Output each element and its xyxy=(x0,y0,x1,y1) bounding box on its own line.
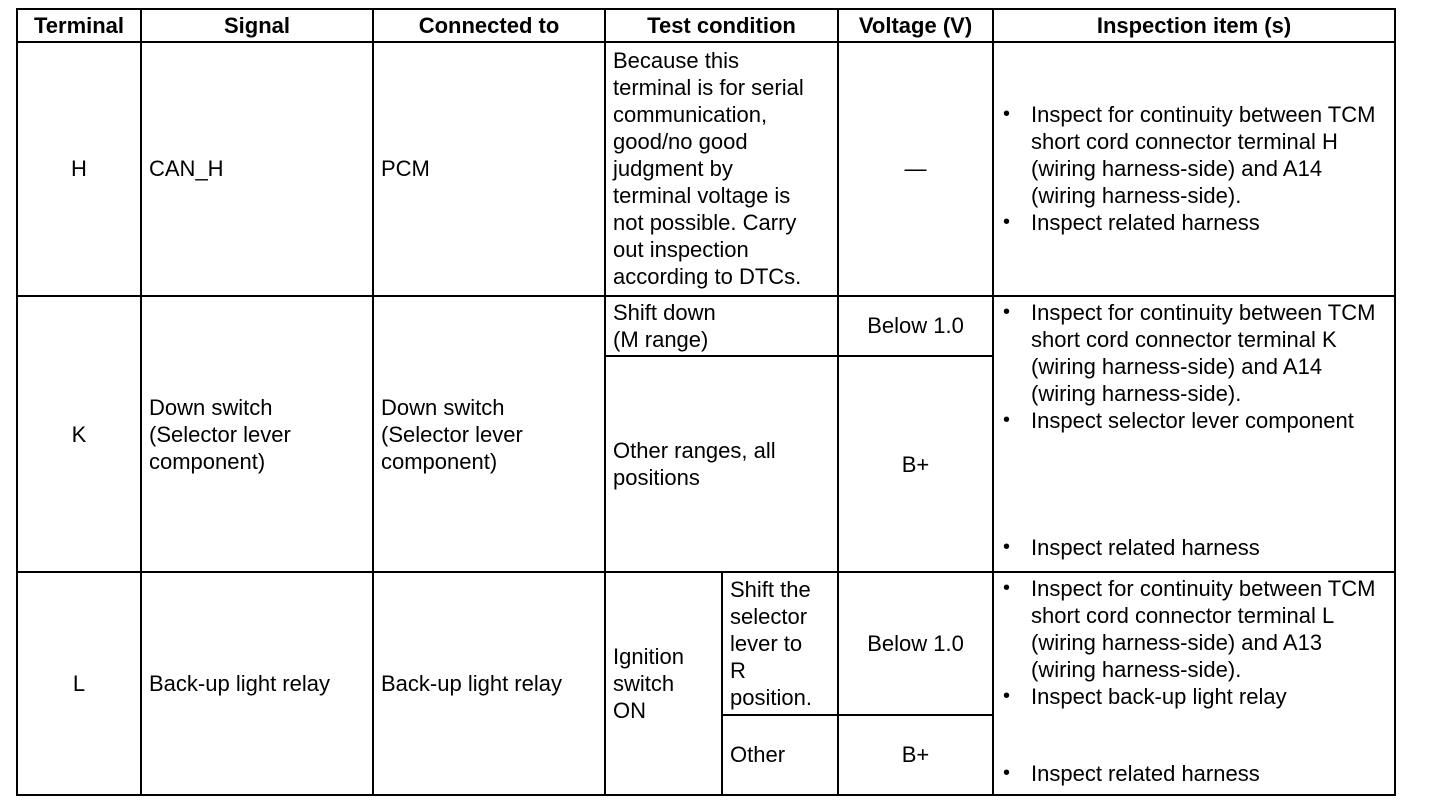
header-row xyxy=(17,9,1395,42)
inspection-item: • Inspect for continuity between TCM short cord connector terminal L (wiring harness-side) and A13 (wiring harness-side). xyxy=(1031,575,1387,683)
table-row xyxy=(17,572,1395,714)
signal-cell: Back-up light relay xyxy=(141,572,373,795)
test-condition-cell: Other xyxy=(722,715,838,795)
inspection-list xyxy=(1001,101,1387,236)
terminal-cell: L xyxy=(17,572,141,795)
table-row xyxy=(17,296,1395,356)
inspection-item: • Inspect for continuity between TCM short cord connector terminal H (wiring harness-side) and A14 (wiring harness-side). xyxy=(1031,101,1387,209)
header-signal: Signal xyxy=(141,9,373,42)
inspection-cell xyxy=(993,296,1395,573)
voltage-cell: Below 1.0 xyxy=(838,296,993,356)
test-condition-cell: Shift down (M range) xyxy=(605,296,838,356)
terminal-cell: K xyxy=(17,296,141,573)
inspection-item: • Inspect related harness xyxy=(1031,534,1387,561)
header-voltage: Voltage (V) xyxy=(838,9,993,42)
test-condition-cell: Shift the selector lever to R position. xyxy=(722,572,838,714)
inspection-list xyxy=(1001,760,1387,787)
inspection-item: • Inspect back-up light relay xyxy=(1031,683,1387,710)
terminal-spec-table xyxy=(16,8,1396,796)
inspection-item: • Inspect related harness xyxy=(1031,760,1387,787)
terminal-cell: H xyxy=(17,42,141,296)
inspection-cell xyxy=(993,42,1395,296)
table-row xyxy=(17,42,1395,296)
header-inspection: Inspection item (s) xyxy=(993,9,1395,42)
inspection-list xyxy=(1001,299,1387,434)
signal-cell: Down switch (Selector lever component) xyxy=(141,296,373,573)
inspection-list xyxy=(1001,534,1387,561)
signal-cell: CAN_H xyxy=(141,42,373,296)
voltage-cell: B+ xyxy=(838,356,993,573)
inspection-item: • Inspect for continuity between TCM short cord connector terminal K (wiring harness-side) and A14 (wiring harness-side). xyxy=(1031,299,1387,407)
connected-to-cell: PCM xyxy=(373,42,605,296)
header-connected-to: Connected to xyxy=(373,9,605,42)
inspection-list xyxy=(1001,575,1387,710)
header-terminal: Terminal xyxy=(17,9,141,42)
connected-to-cell: Down switch (Selector lever component) xyxy=(373,296,605,573)
inspection-cell xyxy=(993,572,1395,795)
test-condition-cell: Because this terminal is for serial communication, good/no good judgment by terminal voltage is not possible. Carry out inspection according to DTCs. xyxy=(605,42,838,296)
voltage-cell: — xyxy=(838,42,993,296)
connected-to-cell: Back-up light relay xyxy=(373,572,605,795)
inspection-item: • Inspect related harness xyxy=(1031,209,1387,236)
header-test-condition: Test condition xyxy=(605,9,838,42)
voltage-cell: B+ xyxy=(838,715,993,795)
inspection-item: • Inspect selector lever component xyxy=(1031,407,1387,434)
voltage-cell: Below 1.0 xyxy=(838,572,993,714)
test-condition-cell: Other ranges, all positions xyxy=(605,356,838,573)
test-condition-main-cell: Ignition switch ON xyxy=(605,572,722,795)
